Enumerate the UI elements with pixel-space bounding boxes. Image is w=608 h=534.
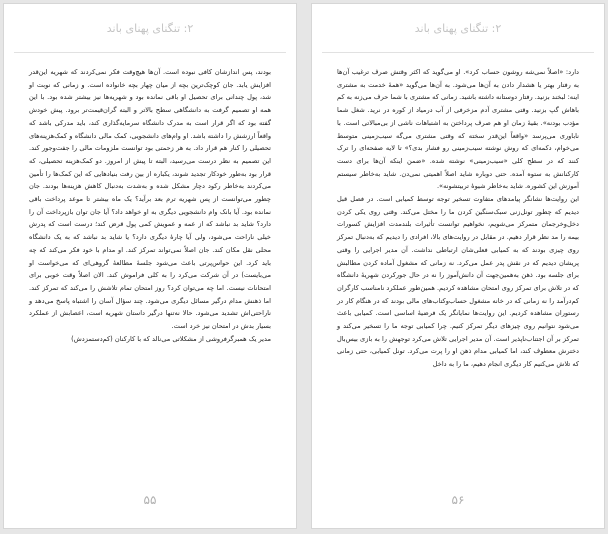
right-paragraph-1: دارد: «اصلاً نمی‌شه روشون حساب کرد». او می‌گوید که اکثر وقتش صرف ترغیب آن‌ها به رفتار بهتر یا هشدار دادن به آن‌ها می‌شود. به آن‌ها می‌گوید «همهٔ خدمت به مشتری اینه: لبخند بزنید. رفتار دوستانه داشته باشید. زمانی که مشتری با شما حرف می‌زنه به کم باهاش گپ بزنید. وقتی مشتری آدم مزخرفی از آب درمیاد از کوره در نرید. شغل شما مؤدب بودنه». بقیهٔ زمان او هم صرف پرداختن به اشتباهات ناشی از بی‌مبالاتی است. با ناباوری می‌پرسد «واقعاً این‌قدر سخته که وقتی مشتری می‌گه سیب‌زمینی متوسط می‌خوام، دکمه‌ای که روش نوشته سیب‌زمینی رو فشار بدی؟» تا لایه صفحه‌ای را ترک کنند که در سطح کلی «سیب‌زمینی» نوشته شده. «ضمن اینکه آن‌ها برای دست کارکنانش به ستوه آمده. حتی دوباره شاید اصلاً اهمیتی نمی‌دن. شاید به‌خاطر سیستم آموزش این کشوره. شاید به‌خاطر شیوهٔ تربیتشونه». (337, 68, 579, 191)
left-running-header: ۲: تنگنای پهنای باند (106, 22, 194, 35)
right-header-divider (322, 52, 594, 53)
left-page-number: ۵۵ (143, 493, 157, 507)
left-paragraph-2: مدیر یک همبرگرفروشی از مشکلاتی می‌نالد که با کارکنان (کم‌دستمزدش) (71, 334, 271, 343)
right-page-number: ۵۶ (451, 493, 465, 507)
right-running-header: ۲: تنگنای پهنای باند (414, 22, 502, 35)
left-paragraph-1: بودند، پس اندازشان کافی نبوده است. آن‌ها هیچ‌وقت فکر نمی‌کردند که شهریه این‌قدر افزایش یابد. جان کوچک‌ترین بچه از میان چهار بچه خانواده است. و زمانی که نوبت او شد، پول چندانی برای تحصیل او باقی نمانده بود و شهریه‌ها نیز بیشتر شده بود. با این همه او تصمیم گرفت به دانشگاهی سطح بالاتر و البته گران‌قیمت‌تر برود. پیش خودش گفته بود که اگر قرار است به مدرک دانشگاه سرمایه‌گذاری کند، باید مدرکی باشد که واقعاً ارزشش را داشته باشد. او وام‌های دانشجویی، کمک مالی دانشگاه و کمک‌هزینه‌های تحصیلی را کنار هم قرار داد. به هر زحمتی بود توانست ملزومات مالی را جفت‌وجور کند. این تصمیم به نظر درست می‌رسید، البته تا پیش از امروز. دو کمک‌هزینه تحصیلی، که قرار بود به‌طور خودکار تجدید شوند، یکباره از بین رفت بنیادهایی که این کمک‌ها را تأمین می‌کردند به‌خاطر رکود دچار مشکل شده و به‌شدت به‌دنبال کاهش هزینه‌ها بودند. جان چطور می‌توانست از پس شهریه ترم بعد برآید؟ یک ماه بیشتر تا موعد پرداخت باقی نمانده بود. آیا بانک وام دانشجویی دیگری به او خواهد داد؟ آیا جان توان بازپرداخت آن را دارد؟ شاید بد نباشد که از عمه و عمویش کمی پول قرض کند؛ درست است که پدرش خیلی ناراحت می‌شود، ولی آیا چارهٔ دیگری دارد؟ یا شاید بد نباشد که به یک دانشگاه محلی نقل مکان کند. جان اصلاً نمی‌تواند تمرکز کند. او مدام با خود فکر می‌کند که چه باید کرد. این حواس‌پرتی باعث می‌شود جلسهٔ مطالعهٔ گروهی‌ای که می‌خواست او می‌بایست) در آن شرکت می‌کرد را به کلی فراموش کند. الان اصلاً وقت خوبی برای امتحانات نیست. اما چه می‌توان کرد؟ روز امتحان تمام تلاشش را می‌کند که تمرکز کند. اما ذهنش مدام درگیر مسائل دیگری می‌شود. چند سؤال آسان را اشتباه پاسخ می‌دهد و ناراحتی‌اش تشدید می‌شود. حالا نه‌تنها درگیر داستان شهریه است، اعصابش از عملکرد بسیار بدش در امتحان نیز خرد است. (29, 68, 271, 331)
left-header-divider (14, 52, 286, 53)
left-page (3, 3, 297, 529)
right-paragraph-2: این روایت‌ها نشانگر پیامدهای متفاوت تسخیر توجه توسط کمیابی است. در فصل قبل دیدیم که چطور تونل‌زنی سبک‌سنگین کردن ما را مختل می‌کند. وقتی روی یکی کردن دخل‌وخرجمان متمرکز می‌شویم، نخواهیم توانست تأثیرات بلندمدت افزایش کسورات بیمه را مد نظر قرار دهیم. در مقابل در روایت‌های بالا، افرادی را دیدیم که به‌دنبال تمرکز روی چیزی بودند که به کمیابی فعلی‌شان ارتباطی نداشت. آن مدیر اجرایی را وقتی پریشان دیدیم که در نقش پدر عمل می‌کرد. نه زمانی که مشغول آماده کردن مطالبش برای جلسه بود. ذهن به‌همین‌جهت آن دانش‌آموز را نه در حال جورکردن شهریهٔ دانشگاه که در تلاش برای تمرکز روی امتحان مشاهده کردیم. همین‌طور عملکرد نامناسب کارگران کم‌درآمد را نه زمانی که در خانه مشغول حساب‌وکتاب‌های مالی بودند که در هنگام کار در رستوران مشاهده کردیم. این روایت‌ها نمایانگر یک فرضیهٔ اساسی است. کمیابی باعث می‌شود نتوانیم روی چیزهای دیگر تمرکز کنیم. چرا کمیابی توجه ما را تسخیر می‌کند و تمرکز بر آن اجتناب‌ناپذیر است. آن مدیر اجرایی تلاش می‌کرد توجهش را به بازی بیس‌بال دخترش معطوف کند، اما کمیابی مدام ذهن او را پرت می‌کرد. تونل کمیابی، حتی زمانی که تلاش می‌کنیم کار دیگری انجام دهیم، ما را به داخل (337, 195, 579, 369)
right-page (311, 3, 605, 529)
right-page-body (337, 66, 579, 371)
left-page-body (29, 66, 271, 345)
